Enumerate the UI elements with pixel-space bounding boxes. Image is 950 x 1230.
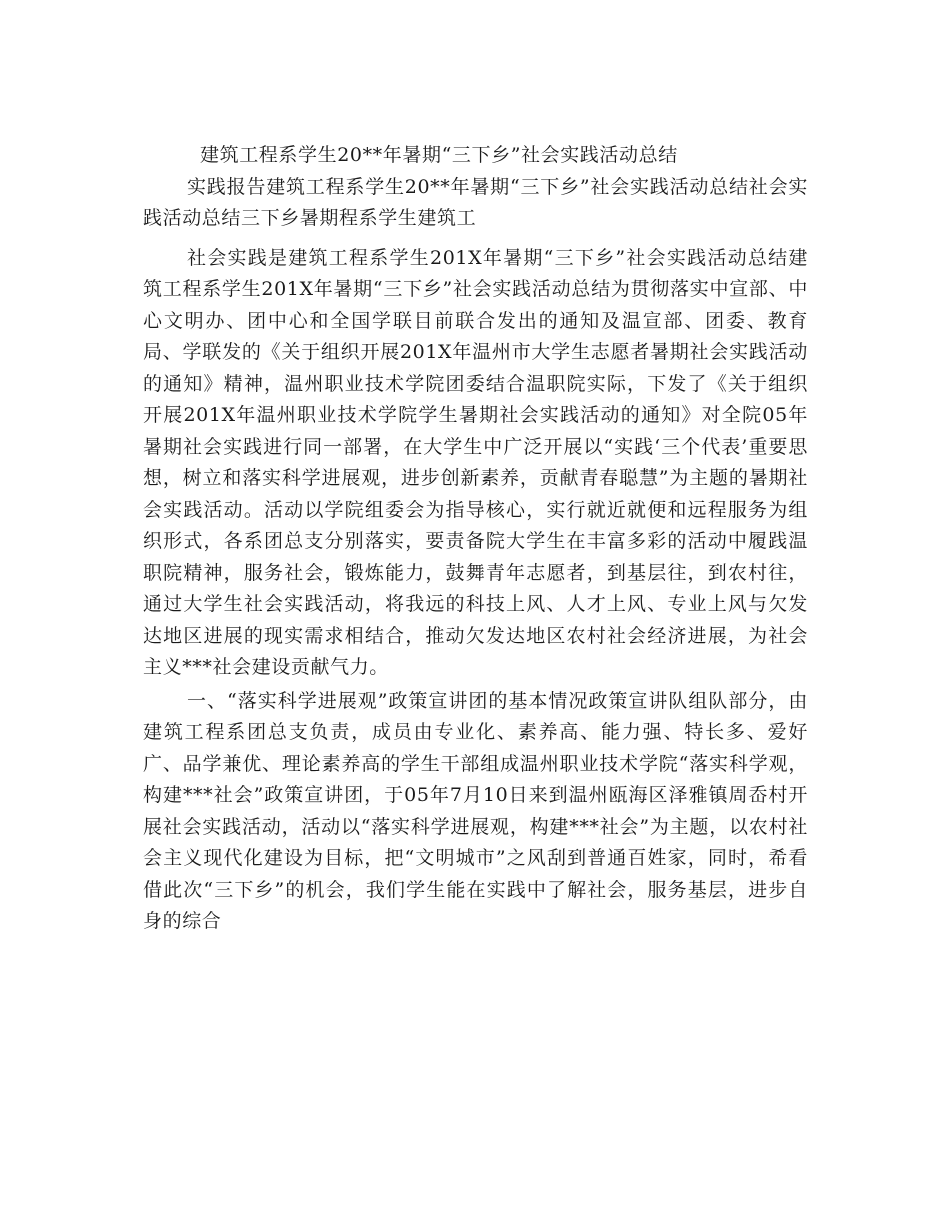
document-body: [143, 140, 808, 940]
keywords-paragraph: 实践报告建筑工程系学生20**年暑期“三下乡”社会实践活动总结社会实践活动总结三下乡暑期程系学生建筑工: [143, 175, 808, 229]
body-paragraph-section-one: 一、“落实科学进展观”政策宣讲团的基本情况政策宣讲队组队部分，由建筑工程系团总支负责，成员由专业化、素养高、能力强、特长多、爱好广、品学兼优、理论素养高的学生干部组成温州职业技术学院“落实科学观，构建***社会”政策宣讲团，于05年7月10日来到温州瓯海区泽雅镇周岙村开展社会实践活动，活动以“落实科学进展观，构建***社会”为主题，以农村社会主义现代化建设为目标，把“文明城市”之风刮到普通百姓家，同时，希看借此次“三下乡”的机会，我们学生能在实践中了解社会，服务基层，进步自身的综合: [143, 689, 808, 932]
document-title: 建筑工程系学生20**年暑期“三下乡”社会实践活动总结: [200, 144, 678, 166]
body-paragraph-intro: 社会实践是建筑工程系学生201X年暑期“三下乡”社会实践活动总结建筑工程系学生201X年暑期“三下乡”社会实践活动总结为贯彻落实中宣部、中心文明办、团中心和全国学联目前联合发出的通知及温宣部、团委、教育局、学联发的《关于组织开展201X年温州市大学生志愿者暑期社会实践活动的通知》精神，温州职业技术学院团委结合温职院实际，下发了《关于组织开展201X年温州职业技术学院学生暑期社会实践活动的通知》对全院05年暑期社会实践进行同一部署，在大学生中广泛开展以“实践‘三个代表’重要思想，树立和落实科学进展观，进步创新素养，贡献青春聪慧”为主题的暑期社会实践活动。活动以学院组委会为指导核心，实行就近就便和远程服务为组织形式，各系团总支分别落实，要责备院大学生在丰富多彩的活动中履践温职院精神，服务社会，锻炼能力，鼓舞青年志愿者，到基层往，到农村往，通过大学生社会实践活动，将我远的科技上风、人才上风、专业上风与欠发达地区进展的现实需求相结合，推动欠发达地区农村社会经济进展，为社会主义***社会建设贡献气力。: [143, 246, 808, 678]
